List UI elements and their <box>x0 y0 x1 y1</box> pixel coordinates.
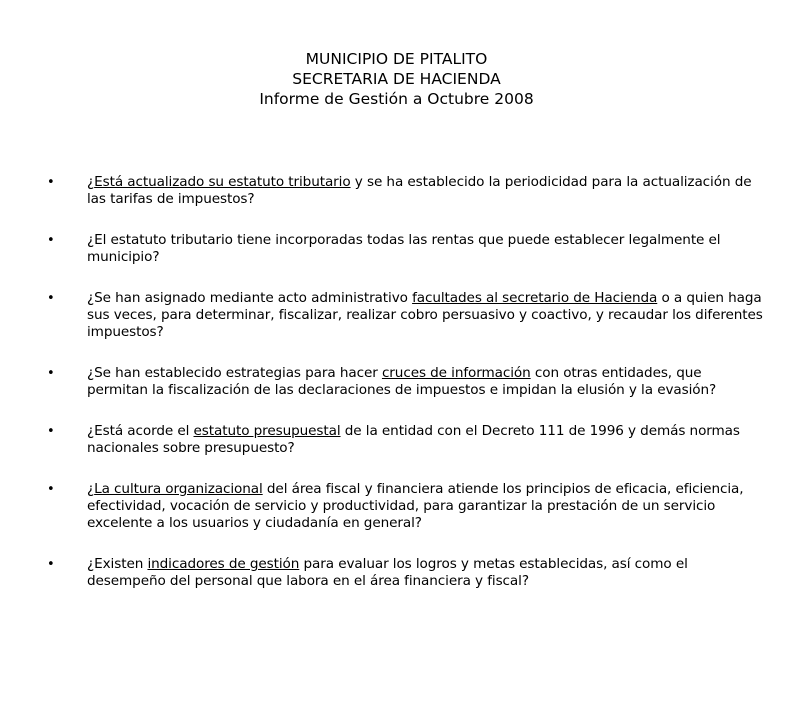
question-text-post: con otras entidades, que permitan la fiscalización de las declaraciones de impuestos e impidan la elusión y la evasión? <box>87 365 717 398</box>
question-text-post: o a quien haga sus veces, para determinar, fiscalizar, realizar cobro persuasivo y coactivo, y recaudar los diferentes impuestos? <box>87 290 763 340</box>
bullet-icon: • <box>47 557 55 572</box>
bullet-icon: • <box>47 482 55 497</box>
header-municipality: MUNICIPIO DE PITALITO <box>305 50 488 68</box>
question-underlined-term: La cultura organizacional <box>94 481 263 497</box>
bullet-icon: • <box>47 424 55 439</box>
question-underlined-term: Está actualizado su estatuto tributario <box>94 174 351 190</box>
document-header <box>0 49 793 109</box>
question-text-pre: ¿El estatuto tributario tiene incorporadas todas las rentas que puede establecer legalmente el municipio? <box>87 232 721 265</box>
question-text-pre: ¿Existen <box>87 556 148 572</box>
bullet-icon: • <box>47 233 55 248</box>
question-item <box>0 232 793 266</box>
bullet-icon: • <box>47 366 55 381</box>
question-underlined-term: facultades al secretario de Hacienda <box>412 290 658 306</box>
bullet-icon: • <box>47 175 55 190</box>
question-text-pre: ¿Se han asignado mediante acto administrativo <box>87 290 413 306</box>
question-text-pre: ¿ <box>87 174 95 190</box>
question-text-post: para evaluar los logros y metas establecidas, así como el desempeño del personal que labora en el área financiera y fiscal? <box>87 556 688 589</box>
question-underlined-term: cruces de información <box>381 365 531 381</box>
question-item <box>0 556 793 590</box>
question-item <box>0 423 793 457</box>
question-underlined-term: indicadores de gestión <box>147 556 300 572</box>
question-text-pre: ¿Se han establecido estrategias para hacer <box>87 365 382 381</box>
question-text-post: del área fiscal y financiera atiende los principios de eficacia, eficiencia, efectividad, vocación de servicio y productividad, para garantizar la prestación de un servicio excelente a los usuarios y ciudadanía en general? <box>87 481 744 531</box>
header-department: SECRETARIA DE HACIENDA <box>292 70 501 88</box>
question-item <box>0 365 793 399</box>
bullet-icon: • <box>47 291 55 306</box>
question-text-post: y se ha establecido la periodicidad para la actualización de las tarifas de impuestos? <box>87 174 752 207</box>
question-underlined-term: estatuto presupuestal <box>193 423 341 439</box>
header-report-title: Informe de Gestión a Octubre 2008 <box>259 90 534 108</box>
question-list <box>0 174 793 614</box>
question-text-pre: ¿ <box>87 481 95 497</box>
question-item <box>0 290 793 341</box>
question-text-pre: ¿Está acorde el <box>87 423 194 439</box>
question-text-post: de la entidad con el Decreto 111 de 1996 y demás normas nacionales sobre presupuesto? <box>87 423 740 456</box>
question-item <box>0 481 793 532</box>
question-item <box>0 174 793 208</box>
